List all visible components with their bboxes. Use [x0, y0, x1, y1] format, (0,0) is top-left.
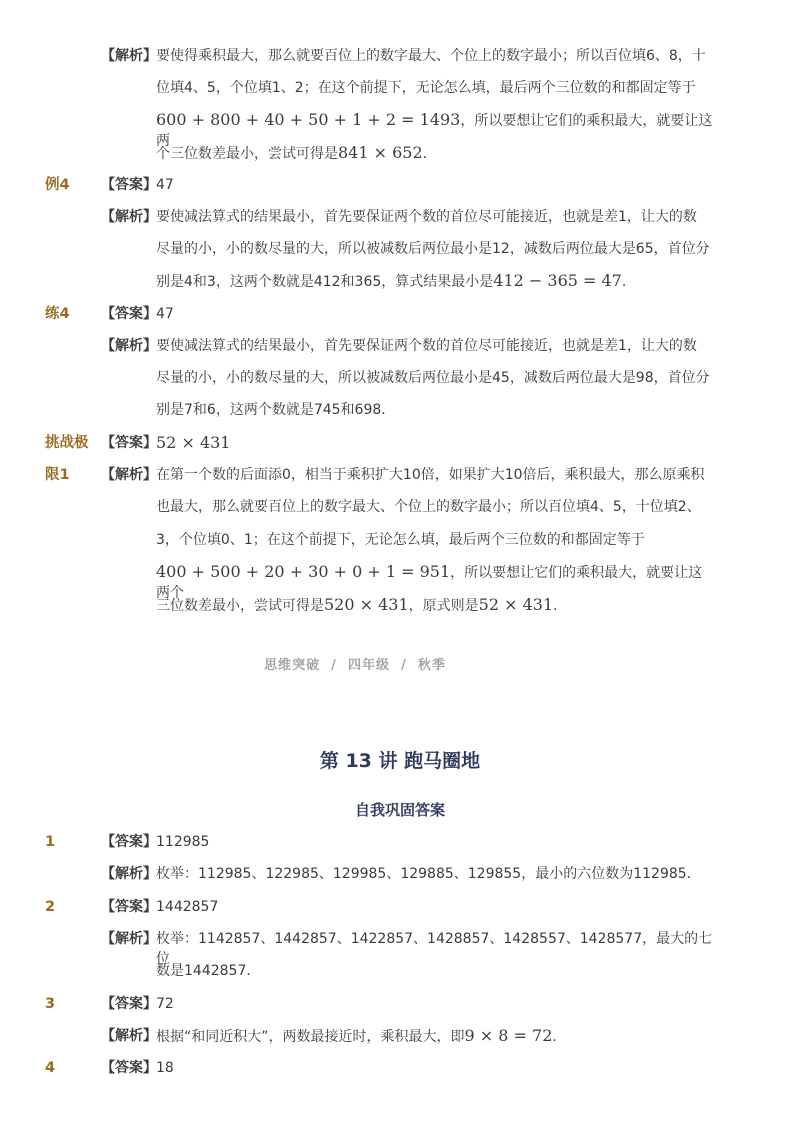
analysis-line: 在第一个数的后面添0，相当于乘积扩大10倍，如果扩大10倍后，乘积最大，那么原乘积 [156, 467, 705, 483]
analysis-line: 要使减法算式的结果最小，首先要保证两个数的首位尽可能接近，也就是差1，让大的数 [156, 209, 697, 225]
analysis-text: 个三位数差最小，尝试可得是 [156, 146, 338, 162]
footer-term: 秋季 [417, 658, 446, 673]
answer-value: 112985 [156, 834, 210, 850]
answer-value: 52 × 431 [156, 433, 231, 452]
analysis-tag: 【解析】 [101, 931, 157, 947]
footer-series: 思维突破 [264, 658, 321, 673]
analysis-line [156, 595, 716, 616]
question-number: 2 [45, 899, 56, 915]
answer-value: 47 [156, 177, 174, 193]
analysis-text: 三位数差最小，尝试可得是 [156, 598, 324, 614]
analysis-tag: 【解析】 [101, 866, 157, 882]
analysis-tag: 【解析】 [101, 209, 157, 225]
analysis-text: 别是4和3，这两个数就是412和365，算式结果最小是 [156, 274, 494, 290]
lesson-title: 第 13 讲 跑马圈地 [319, 750, 481, 772]
exercise-number: 练4 [45, 306, 70, 322]
analysis-line: 枚举：112985、122985、129985、129885、129855，最小的六位数为112985． [156, 866, 701, 882]
answer-value: 18 [156, 1060, 174, 1076]
math-expression: 9 × 8 = 72 [464, 1026, 553, 1045]
math-expression: 52 × 431 [478, 595, 554, 614]
analysis-line: 数是1442857． [156, 963, 261, 979]
analysis-line: 要使减法算式的结果最小，首先要保证两个数的首位尽可能接近，也就是差1，让大的数 [156, 338, 697, 354]
footer-grade: 四年级 [347, 658, 390, 673]
answer-tag: 【答案】 [101, 1060, 157, 1076]
footer-separator: / [401, 658, 407, 673]
analysis-line: 位填4、5，个位填1、2；在这个前提下，无论怎么填，最后两个三位数的和都固定等于 [156, 80, 696, 96]
analysis-text: 根据“和同近积大”，两数最接近时，乘积最大，即 [156, 1029, 465, 1045]
analysis-line [156, 143, 716, 164]
challenge-number: 挑战极 [45, 435, 89, 451]
analysis-tag: 【解析】 [101, 338, 157, 354]
math-expression: 600 + 800 + 40 + 50 + 1 + 2 = 1493 [156, 110, 461, 129]
math-expression: 841 × 652 [338, 143, 423, 162]
analysis-line: 要使得乘积最大，那么就要百位上的数字最大、个位上的数字最小；所以百位填6、8，十 [156, 48, 706, 64]
question-number: 3 [45, 996, 56, 1012]
math-expression: 412 − 365 = 47 [493, 271, 622, 290]
page-footer [0, 654, 710, 673]
math-expression: 520 × 431 [324, 595, 409, 614]
question-number: 1 [45, 834, 56, 850]
analysis-text: ，所以要想让它们的乘积最大，就要让这两 [156, 113, 713, 149]
question-number: 4 [45, 1060, 56, 1076]
analysis-line: 枚举：1142857、1442857、1422857、1428857、1428557、1428577，最大的七位 [156, 931, 713, 967]
punctuation: ． [552, 1029, 567, 1045]
analysis-text: ，原式则是 [408, 598, 479, 614]
answer-tag: 【答案】 [101, 899, 157, 915]
answer-tag: 【答案】 [101, 996, 157, 1012]
analysis-tag: 【解析】 [101, 48, 157, 64]
answer-tag: 【答案】 [101, 435, 157, 451]
analysis-text: ，所以要想让它们的乘积最大，就要让这两个 [156, 565, 703, 601]
analysis-line: 尽量的小，小的数尽量的大，所以被减数后两位最小是45，减数后两位最大是98，首位分 [156, 370, 710, 386]
answer-tag: 【答案】 [101, 177, 157, 193]
answer-value: 72 [156, 996, 174, 1012]
challenge-number-cont: 限1 [45, 467, 70, 483]
analysis-line: 3，个位填0、1；在这个前提下，无论怎么填，最后两个三位数的和都固定等于 [156, 532, 645, 548]
math-expression: 400 + 500 + 20 + 30 + 0 + 1 = 951 [156, 562, 451, 581]
analysis-tag: 【解析】 [101, 1028, 157, 1044]
analysis-line: 别是7和6，这两个数就是745和698． [156, 402, 396, 418]
example-number: 例4 [45, 177, 70, 193]
answer-tag: 【答案】 [101, 306, 157, 322]
answer-value: 47 [156, 306, 174, 322]
section-subtitle: 自我巩固答案 [354, 801, 445, 819]
punctuation: . [621, 274, 627, 290]
answer-tag: 【答案】 [101, 834, 157, 850]
analysis-line: 尽量的小，小的数尽量的大，所以被减数后两位最小是12，减数后两位最大是65，首位分 [156, 241, 710, 257]
analysis-line [156, 1026, 718, 1047]
punctuation: ． [422, 146, 437, 162]
punctuation: ． [553, 598, 568, 614]
analysis-line: 也最大，那么就要百位上的数字最大、个位上的数字最小；所以百位填4、5，十位填2、 [156, 499, 701, 515]
answer-value: 1442857 [156, 899, 219, 915]
analysis-line [156, 271, 716, 292]
analysis-tag: 【解析】 [101, 467, 157, 483]
footer-separator: / [331, 658, 337, 673]
